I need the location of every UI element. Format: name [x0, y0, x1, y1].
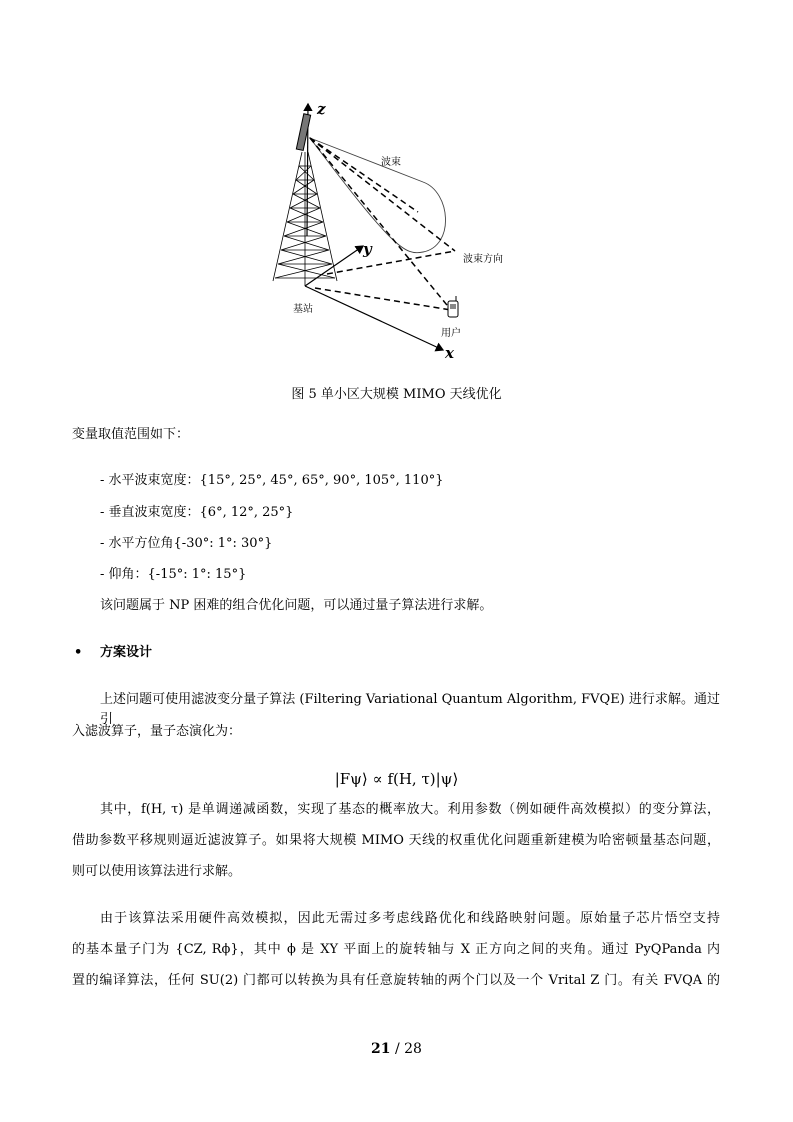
para2-line3: 则可以使用该算法进行求解。 [72, 864, 242, 879]
para3-line2: 的基本量子门为 {CZ, Rϕ}，其中 ϕ 是 XY 平面上的旋转轴与 X 正方向之间的夹角。通过 PyQPanda 内 [72, 942, 720, 957]
ranges-intro: 变量取值范围如下： [72, 427, 190, 442]
beam-lobe [310, 138, 446, 253]
para3-line1: 由于该算法采用硬件高效模拟，因此无需过多考虑线路优化和线路映射问题。原始量子芯片悟空支持 [100, 911, 720, 926]
para3-line3: 置的编译算法，任何 SU(2) 门都可以转换为具有任意旋转轴的两个门以及一个 Vrital Z 门。有关 FVQA 的 [72, 973, 720, 988]
antenna-diagram [255, 96, 545, 366]
section-bullet: • [74, 645, 83, 660]
user-device-icon [448, 296, 458, 317]
page-current: 21 [371, 1041, 391, 1057]
para2-line2: 借助参数平移规则逼近滤波算子。如果将大规模 MIMO 天线的权重优化问题重新建模为哈密顿量基态问题， [72, 833, 720, 848]
beam-direction-label: 波束方向 [463, 254, 503, 265]
tower [273, 152, 337, 286]
page-separator: / [390, 1041, 405, 1057]
user-label: 用户 [441, 328, 461, 339]
range-item-elevation: - 仰角：{-15°: 1°: 15°} [100, 567, 247, 582]
base-station-label: 基站 [293, 304, 313, 315]
np-statement: 该问题属于 NP 困难的组合优化问题，可以通过量子算法进行求解。 [100, 598, 493, 613]
range-item-horizontal-beam: - 水平波束宽度：{15°, 25°, 45°, 65°, 90°, 105°, 110°} [100, 473, 444, 488]
figure-caption: 图 5 单小区大规模 MIMO 天线优化 [291, 387, 502, 402]
x-axis-line [305, 286, 443, 350]
page-total: 28 [404, 1041, 422, 1057]
range-item-vertical-beam: - 垂直波束宽度：{6°, 12°, 25°} [100, 505, 294, 520]
range-item-azimuth: - 水平方位角{-30°: 1°: 30°} [100, 536, 273, 551]
para2-line1: 其中，f(H, τ) 是单调递减函数，实现了基态的概率放大。利用参数（例如硬件高效模拟）的变分算法， [100, 802, 720, 817]
x-axis-label: x [445, 344, 454, 362]
antenna-panel [296, 114, 310, 151]
beam-label: 波束 [381, 157, 401, 168]
z-axis-label: z [317, 100, 326, 118]
section-title: 方案设计 [100, 645, 153, 660]
y-axis-label: y [363, 240, 372, 258]
y-axis-line [305, 246, 363, 286]
antenna-figure [255, 96, 545, 366]
para1-line2: 入滤波算子，量子态演化为： [72, 724, 242, 739]
filter-formula: |Fψ⟩ ∝ f(H, τ)|ψ⟩ [334, 770, 459, 788]
page-number [0, 1041, 793, 1057]
para1-line1: 上述问题可使用滤波变分量子算法 (Filtering Variational Quantum Algorithm, FVQE) 进行求解。通过引 [100, 692, 720, 727]
